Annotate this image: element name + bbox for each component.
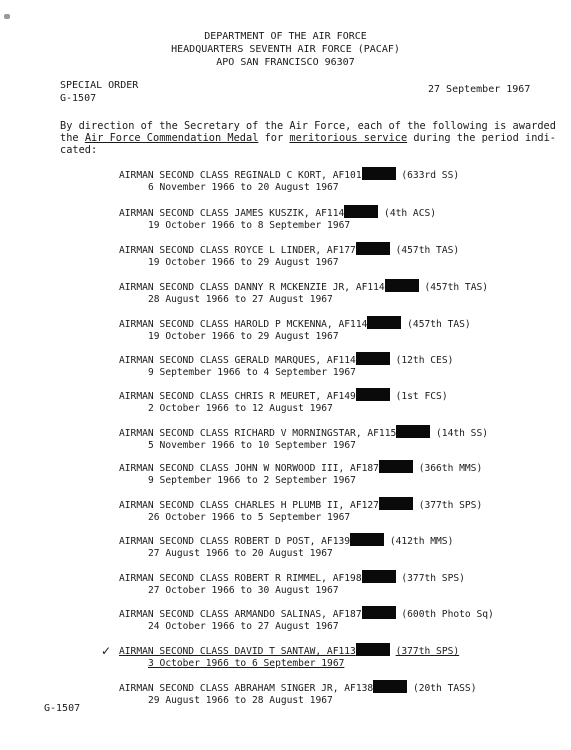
intro-line-3: cated: [60,144,98,156]
airman-name: AIRMAN SECOND CLASS ARMANDO SALINAS, AF187 [119,609,362,620]
intro-text: for [258,132,290,144]
award-period: 6 November 1966 to 20 August 1967 [148,182,339,193]
award-entry [119,279,488,306]
award-period: 29 August 1966 to 28 August 1967 [148,695,333,706]
award-period: 26 October 1966 to 5 September 1967 [148,512,351,523]
airman-name: AIRMAN SECOND CLASS HAROLD P MCKENNA, AF114 [119,319,368,330]
header-line-2: HEADQUARTERS SEVENTH AIR FORCE (PACAF) [171,44,400,55]
award-period: 19 October 1966 to 29 August 1967 [148,257,339,268]
airman-name: AIRMAN SECOND CLASS ROYCE L LINDER, AF177 [119,245,356,256]
award-entry [119,316,471,343]
award-period: 24 October 1966 to 27 August 1967 [148,621,339,632]
airman-unit: (377th SPS) [418,500,483,511]
airman-name: AIRMAN SECOND CLASS RICHARD V MORNINGSTAR, AF115 [119,428,397,439]
ink-mark [4,14,10,19]
airman-unit: (457th TAS) [395,245,460,256]
airman-name: AIRMAN SECOND CLASS JOHN W NORWOOD III, AF187 [119,463,379,474]
airman-unit: (457th TAS) [424,282,489,293]
award-entry [119,643,459,670]
airman-name: AIRMAN SECOND CLASS DAVID T SANTAW, AF113 [119,646,356,657]
intro-text: the [60,132,85,144]
check-mark-icon: ✓ [101,644,112,658]
award-entry [119,606,494,633]
intro-line-1: By direction of the Secretary of the Air Force, each of the following is awarded [60,120,556,132]
airman-unit: (412th MMS) [389,536,454,547]
award-period: 9 September 1966 to 4 September 1967 [148,367,356,378]
airman-unit: (457th TAS) [407,319,471,330]
award-period: 2 October 1966 to 12 August 1967 [148,403,333,414]
airman-unit: (14th SS) [436,428,489,439]
airman-name: AIRMAN SECOND CLASS CHRIS R MEURET, AF149 [119,391,356,402]
airman-unit: (1st FCS) [395,391,448,402]
airman-unit: (366th MMS) [418,463,483,474]
airman-unit: (600th Photo Sq) [401,609,494,620]
header-line-3: APO SAN FRANCISCO 96307 [216,57,355,68]
award-entry [119,242,459,269]
airman-name: AIRMAN SECOND CLASS JAMES KUSZIK, AF114 [119,208,345,219]
order-label: SPECIAL ORDER [60,80,139,91]
award-name: Air Force Commendation Medal [84,132,259,144]
header-line-1: DEPARTMENT OF THE AIR FORCE [204,31,367,42]
airman-name: AIRMAN SECOND CLASS DANNY R MCKENZIE JR, AF114 [119,282,385,293]
award-period: 19 October 1966 to 29 August 1967 [148,331,339,342]
redaction-bar [356,352,390,365]
award-entry [119,425,488,452]
redaction-bar [385,279,419,292]
redaction-bar [379,497,413,510]
redaction-bar [362,570,396,583]
airman-unit: (377th SPS) [395,646,460,657]
redaction-bar [362,606,396,619]
redaction-bar [356,643,390,656]
award-period: 27 August 1966 to 20 August 1967 [148,548,333,559]
award-period: 19 October 1966 to 8 September 1967 [148,220,351,231]
award-entry [119,497,482,524]
redaction-bar [350,533,384,546]
airman-name: AIRMAN SECOND CLASS GERALD MARQUES, AF114 [119,355,356,366]
redaction-bar [362,167,396,180]
airman-unit: (633rd SS) [401,170,460,181]
award-entry [119,570,465,597]
airman-name: AIRMAN SECOND CLASS ROBERT R RIMMEL, AF198 [119,573,362,584]
footer-order-number: G-1507 [44,703,81,714]
redaction-bar [356,388,390,401]
award-period: 9 September 1966 to 2 September 1967 [148,475,356,486]
redaction-bar [373,680,407,693]
intro-paragraph [60,120,556,156]
award-entry [119,460,482,487]
airman-unit: (4th ACS) [384,208,437,219]
airman-unit: (12th CES) [395,355,454,366]
award-entry [119,205,436,232]
redaction-bar [379,460,413,473]
order-date: 27 September 1967 [428,84,531,95]
airman-name: AIRMAN SECOND CLASS ROBERT D POST, AF139 [119,536,351,547]
award-period: 27 October 1966 to 30 August 1967 [148,585,339,596]
redaction-bar [344,205,378,218]
redaction-bar [367,316,401,329]
redaction-bar [356,242,390,255]
award-entry [119,533,453,560]
award-entry [119,352,453,379]
redaction-bar [396,425,430,438]
award-period: 3 October 1966 to 6 September 1967 [148,658,345,669]
airman-name: AIRMAN SECOND CLASS ABRAHAM SINGER JR, AF138 [119,683,374,694]
award-period: 5 November 1966 to 10 September 1967 [148,440,356,451]
award-entry [119,680,476,707]
airman-name: AIRMAN SECOND CLASS CHARLES H PLUMB II, AF127 [119,500,379,511]
airman-unit: (377th SPS) [401,573,465,584]
award-period: 28 August 1966 to 27 August 1967 [148,294,333,305]
award-entry [119,167,459,194]
award-entry [119,388,448,415]
airman-name: AIRMAN SECOND CLASS REGINALD C KORT, AF101 [119,170,362,181]
order-number: G-1507 [60,93,97,104]
intro-line-2 [60,132,556,144]
award-reason: meritorious service [289,132,408,144]
airman-unit: (20th TASS) [412,683,477,694]
intro-text: during the period indi- [407,132,556,144]
